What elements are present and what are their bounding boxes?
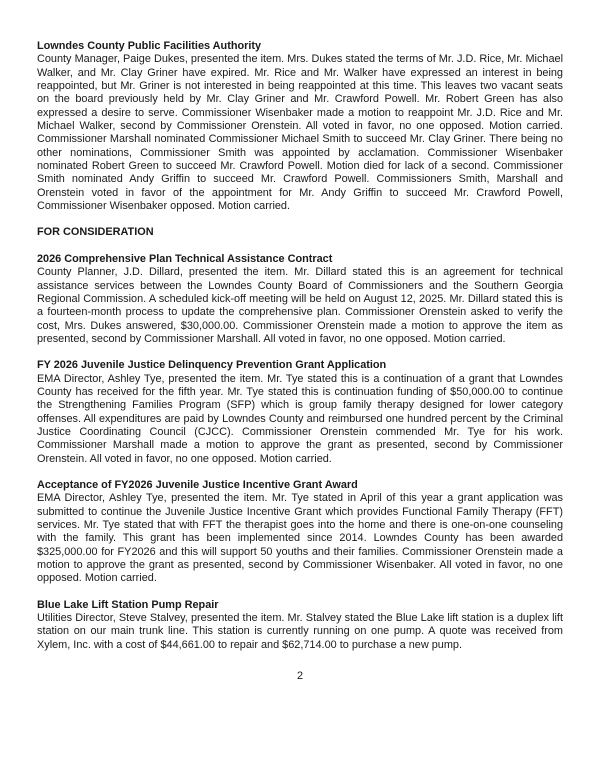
- section-public-facilities-authority: [37, 40, 563, 213]
- page-number: 2: [296, 670, 304, 683]
- for-consideration-label: FOR CONSIDERATION: [37, 226, 154, 239]
- section-body: EMA Director, Ashley Tye, presented the item. Mr. Tye stated in April of this year a grant application was submitted to continue the Juvenile Justice Incentive Grant which provides Functional Family Therapy (FFT) services. Mr. Tye stated that with FFT the therapist goes into the home and there is one-on-one counseling with the family. This grant has been implemented since 2014. Lowndes County has been awarded $325,000.00 for FY2026 and this will support 50 youths and their families. Commissioner Orenstein made a motion to approve the grant as presented, second by Commissioner Wisenbaker. All voted in favor, no one opposed. Motion carried.: [37, 492, 563, 585]
- section-heading: Acceptance of FY2026 Juvenile Justice Incentive Grant Award: [37, 478, 358, 491]
- section-heading: Blue Lake Lift Station Pump Repair: [37, 598, 219, 611]
- section-heading: 2026 Comprehensive Plan Technical Assistance Contract: [37, 252, 333, 265]
- section-body: County Planner, J.D. Dillard, presented the item. Mr. Dillard stated this is an agreement for technical assistance services between the Lowndes County Board of Commissioners and the Southern Georgia Regional Commission. A scheduled kick-off meeting will be held on August 12, 2025. Mr. Dillard stated this is a fourteen-month process to update the comprehensive plan. Commissioner Orenstein asked to verify the cost, Mrs. Dukes answered, $30,000.00. Commissioner Orenstein made a motion to approve the item as presented, second by Commissioner Marshall. All voted in favor, no one opposed. Motion carried.: [37, 266, 563, 345]
- section-blue-lake-lift-station: [37, 599, 563, 652]
- section-heading: Lowndes County Public Facilities Authority: [37, 40, 262, 52]
- section-incentive-grant-award: [37, 479, 563, 586]
- section-heading: FY 2026 Juvenile Justice Delinquency Prevention Grant Application: [37, 359, 387, 372]
- section-body: Utilities Director, Steve Stalvey, presented the item. Mr. Stalvey stated the Blue Lake lift station is a duplex lift station on our main trunk line. This station is currently running on one pump. A quote was received from Xylem, Inc. with a cost of $44,661.00 to repair and $62,714.00 to purchase a new pump.: [37, 612, 563, 651]
- section-body: EMA Director, Ashley Tye, presented the item. Mr. Tye stated this is a continuation of a grant that Lowndes County has received for the fifth year. Mr. Tye stated this is continuation funding of $50,000.00 to continue the Strengthening Families Program (SFP) which is group family therapy designed for lower category offenses. All expenditures are paid by Lowndes County and reimbursed one hundred percent by the Criminal Justice Coordinating Council (CJCC). Commissioner Orenstein commended Mr. Tye for his work. Commissioner Marshall made a motion to approve the grant as presented, second by Commissioner Orenstein. All voted in favor, no one opposed. Motion carried.: [37, 372, 563, 465]
- section-delinquency-prevention-grant: [37, 359, 563, 466]
- section-comprehensive-plan-contract: [37, 253, 563, 346]
- section-body: County Manager, Paige Dukes, presented the item. Mrs. Dukes stated the terms of Mr. J.D. Rice, Mr. Michael Walker, and Mr. Clay Griner have expired. Mr. Rice and Mr. Walker have expressed an interest in being reappointed, but Mr. Griner is not interested in being reappointed at this time. This leaves two vacant seats on the board previously held by Mr. Clay Griner and Mr. Crawford Powell. Mr. Robert Green has also expressed a desire to serve. Commissioner Wisenbaker made a motion to reappoint Mr. J.D. Rice and Mr. Michael Walker, second by Commissioner Orenstein. All voted in favor, no one opposed. Motion carried. Commissioner Marshall nominated Commissioner Michael Smith to succeed Mr. Clay Griner. There being no other nominations, Commissioner Smith was appointed by acclamation. Commissioner Wisenbaker nominated Robert Green to succeed Mr. Crawford Powell. Motion died for lack of a second. Commissioner Smith nominated Andy Griffin to succeed Mr. Crawford Powell. Commissioners Smith, Marshall and Orenstein voted in favor of the appointment for Mr. Andy Griffin to succeed Mr. Crawford Powell, Commissioner Wisenbaker opposed. Motion carried.: [37, 53, 563, 213]
